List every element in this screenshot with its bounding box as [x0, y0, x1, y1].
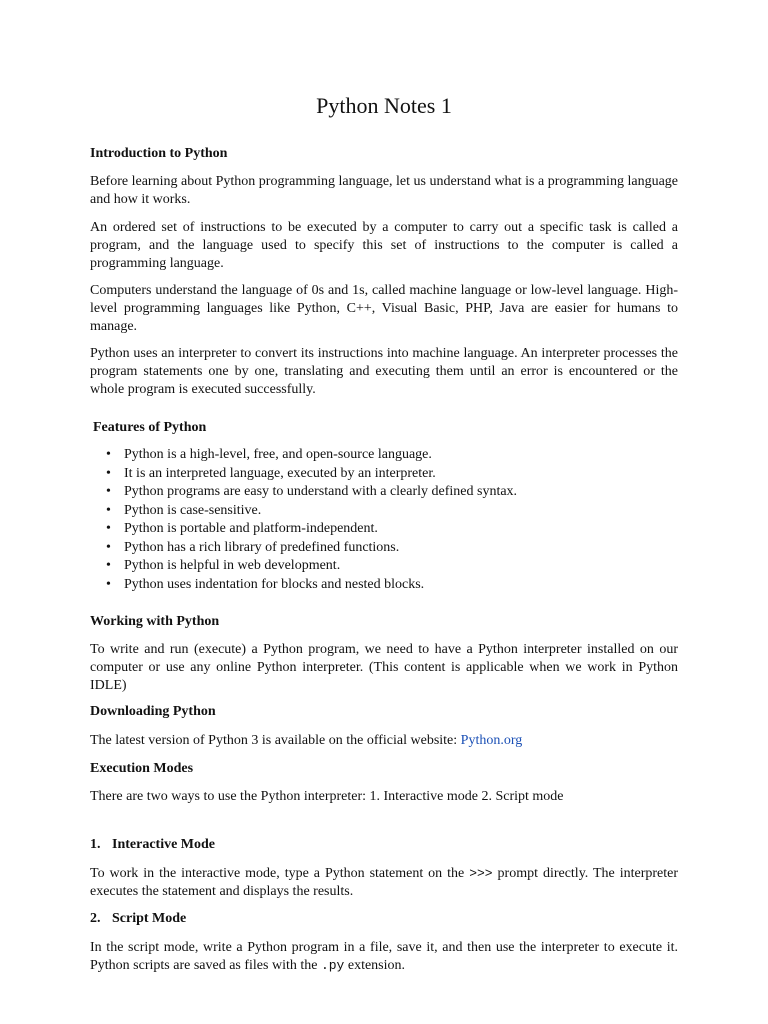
heading-features: Features of Python — [93, 420, 207, 435]
paragraph-intro-3: Computers understand the language of 0s and 1s, called machine language or low-level language. High-level programming languages like Python, C++, Visual Basic, PHP, Java are easier for humans to manage. — [90, 283, 678, 334]
bullet-icon: • — [106, 484, 111, 499]
bullet-icon: • — [106, 539, 111, 555]
list-item — [106, 576, 678, 595]
script-text-before: In the script mode, write a Python program in a file, save it, and then use the interpreter to execute it. Python scripts are saved as files with the — [90, 940, 678, 973]
list-item — [106, 539, 678, 558]
section-number: 1. — [90, 837, 101, 852]
list-item-text: Python is case-sensitive. — [124, 502, 262, 518]
heading-script-mode — [90, 910, 678, 928]
downloading-text: The latest version of Python 3 is available on the official website: — [90, 733, 461, 748]
bullet-icon: • — [106, 558, 111, 573]
interactive-text-after: prompt directly. The interpreter executes the statement and displays the results. — [90, 866, 678, 899]
list-item — [106, 502, 678, 521]
paragraph-script — [90, 939, 678, 975]
heading-text: Script Mode — [112, 911, 187, 926]
paragraph-intro-2: An ordered set of instructions to be executed by a computer to carry out a specific task is called a program, and the language used to specify this set of instructions to the computer is called a programming language. — [90, 220, 678, 271]
list-item-text: It is an interpreted language, executed by an interpreter. — [124, 465, 436, 481]
python-org-link[interactable]: Python.org — [460, 733, 523, 748]
list-item — [106, 446, 678, 465]
list-item — [106, 520, 678, 539]
list-item — [106, 483, 678, 502]
paragraph-working: To write and run (execute) a Python program, we need to have a Python interpreter installed on our computer or use any online Python interpreter. (This content is applicable when we work in Python IDLE) — [90, 642, 678, 693]
heading-working-with-python: Working with Python — [90, 614, 220, 629]
bullet-icon: • — [106, 465, 111, 481]
bullet-icon: • — [106, 521, 111, 536]
list-item — [106, 465, 678, 484]
paragraph-intro-4: Python uses an interpreter to convert its instructions into machine language. An interpreter processes the program statements one by one, translating and executing them until an error is encountered or the whole program is executed successfully. — [90, 346, 678, 397]
features-list — [90, 446, 678, 594]
prompt-code: >>> — [469, 866, 493, 881]
heading-introduction: Introduction to Python — [90, 146, 228, 161]
list-item-text: Python programs are easy to understand with a clearly defined syntax. — [124, 484, 518, 499]
list-item-text: Python uses indentation for blocks and nested blocks. — [124, 576, 425, 592]
script-text-after: extension. — [344, 958, 406, 973]
list-item — [106, 557, 678, 576]
interactive-text-before: To work in the interactive mode, type a Python statement on the — [90, 866, 470, 881]
list-item-text: Python is portable and platform-independent. — [124, 521, 378, 536]
list-item-text: Python has a rich library of predefined functions. — [124, 539, 400, 555]
bullet-icon: • — [106, 447, 111, 462]
paragraph-intro-1: Before learning about Python programming language, let us understand what is a programming language and how it works. — [90, 174, 678, 207]
section-number: 2. — [90, 911, 101, 926]
heading-text: Interactive Mode — [112, 837, 216, 852]
heading-interactive-mode — [90, 836, 678, 854]
heading-downloading-python: Downloading Python — [90, 704, 216, 719]
paragraph-interactive — [90, 865, 678, 901]
paragraph-execution: There are two ways to use the Python interpreter: 1. Interactive mode 2. Script mode — [90, 789, 564, 804]
heading-execution-modes: Execution Modes — [90, 761, 194, 776]
bullet-icon: • — [106, 502, 111, 518]
paragraph-downloading — [90, 732, 678, 750]
list-item-text: Python is helpful in web development. — [124, 558, 341, 573]
extension-code: .py — [320, 958, 345, 973]
list-item-text: Python is a high-level, free, and open-source language. — [124, 447, 432, 462]
bullet-icon: • — [106, 576, 111, 592]
page-title: Python Notes 1 — [316, 93, 452, 118]
